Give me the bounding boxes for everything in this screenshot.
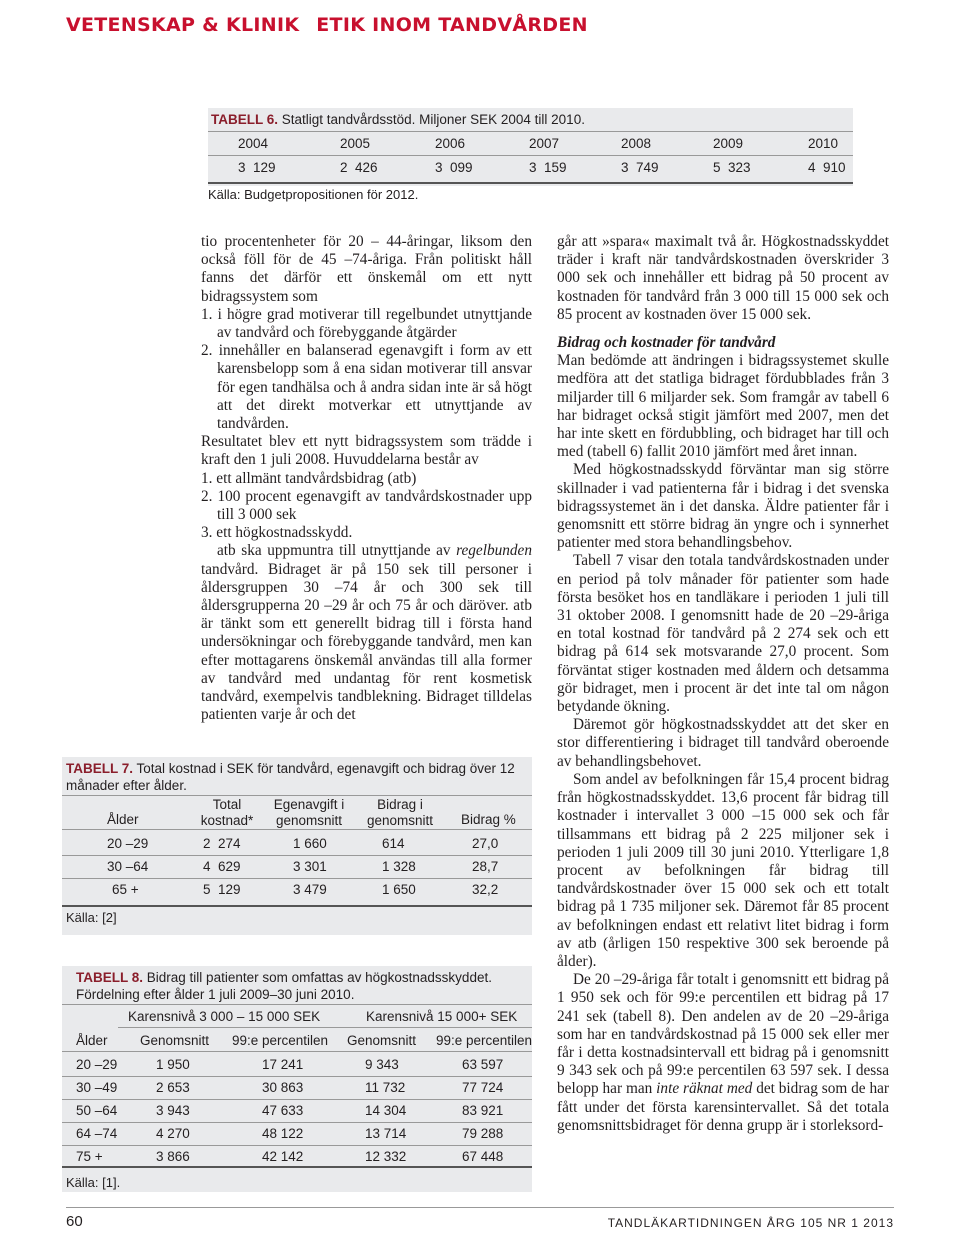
table8-cell: 77 724 — [462, 1080, 504, 1095]
table8-header-avg1: Genomsnitt — [140, 1033, 210, 1048]
table8-cell: 63 597 — [462, 1057, 504, 1072]
table6-value: 4 910 — [808, 160, 846, 175]
table7-cell: 5 129 — [203, 882, 241, 897]
row-divider — [62, 1076, 532, 1077]
subsection-title: ETIK INOM TANDVÅRDEN — [316, 14, 588, 36]
row-divider — [62, 855, 532, 856]
table8-source: Källa: [1]. — [66, 1175, 121, 1190]
list-item: 1. i högre grad motiverar till regelbundet utnyttjande av tandvård och förebyggande åtgärder — [201, 305, 532, 342]
table8-cell: 75 + — [76, 1149, 103, 1164]
row-divider — [62, 878, 532, 879]
table7-header-pct: Bidrag % — [461, 812, 516, 827]
table8-label: TABELL 8. — [76, 970, 144, 985]
divider — [208, 131, 853, 132]
table8-cell: 3 943 — [156, 1103, 190, 1118]
table8-cell: 64 –74 — [76, 1126, 118, 1141]
table7-cell: 32,2 — [472, 882, 499, 897]
right-column — [557, 233, 889, 1135]
table6-source: Källa: Budgetpropositionen för 2012. — [208, 187, 419, 202]
table7-header-age: Ålder — [107, 812, 139, 827]
table6-label: TABELL 6. — [211, 112, 279, 127]
table8-caption — [76, 969, 526, 1003]
table8-header-avg2: Genomsnitt — [347, 1033, 417, 1048]
table8-cell: 50 –64 — [76, 1103, 118, 1118]
table7-cell: 27,0 — [472, 836, 499, 851]
table7-cell: 65 + — [112, 882, 139, 897]
table6-caption-text: Statligt tandvårdsstöd. Miljoner SEK 2004 till 2010. — [281, 112, 585, 127]
divider — [62, 1004, 532, 1005]
table8-cell: 42 142 — [262, 1149, 304, 1164]
list-item: 1. ett allmänt tandvårdsbidrag (atb) — [201, 469, 417, 487]
paragraph: går att »spara« maximalt två år. Högkostnadsskyddet träder i kraft när tandvårdskostnaden överskrider 3 000 sek och innehåller ett bidrag på 50 procent av kostnaden för tandvård från 3 000 till 15 000 sek och 85 procent av kostnaden över 15 000 sek. — [557, 233, 889, 323]
table6-year: 2007 — [529, 136, 560, 151]
table6-value: 3 159 — [529, 160, 567, 175]
table7-cell: 4 629 — [203, 859, 241, 874]
divider — [208, 155, 853, 156]
paragraph: Tabell 7 visar den totala tandvårdskostnaden under en period på tolv månader för patienter som hade första besöket hos en tandläkare i perioden 1 juli till 31 oktober 2008. I genomsnitt hade de 20 –29-åriga en total kostnad för tandvård på 2 274 sek och ett bidrag på 614 sek motsvarande 27,0 procent. Som förväntat stiger kostnaden med åldern och detsamma gör bidraget, men i procent är det inte tal om någon betydande ökning. — [557, 552, 889, 716]
table8-group2-header: Karensnivå 15 000+ SEK — [366, 1009, 518, 1024]
list-item: 2. 100 procent egenavgift av tandvårdskostnader upp till 3 000 sek — [201, 487, 532, 524]
divider — [62, 795, 532, 796]
table6-year: 2008 — [621, 136, 652, 151]
table8-header-age: Ålder — [76, 1033, 108, 1048]
table8-cell: 1 950 — [156, 1057, 190, 1072]
divider — [62, 1166, 532, 1168]
table8-cell: 4 270 — [156, 1126, 190, 1141]
table6-value: 3 129 — [238, 160, 276, 175]
table7-cell: 20 –29 — [107, 836, 149, 851]
row-divider — [62, 1145, 532, 1146]
table7-cell: 1 660 — [293, 836, 327, 851]
list-item: 2. innehåller en balanserad egenavgift i form av ett karensbelopp som å ena sidan motiverar till ansvar för egen tandhälsa och å andra sidan inte är så högt att det direkt motverkar ett utnyttjande av tandvården. — [201, 342, 532, 433]
paragraph: De 20 –29-åriga får totalt i genomsnitt ett bidrag på 1 950 sek och för 99:e percentilen ett bidrag på 17 241 sek (tabell 8). Den andelen av de 20 –29-åriga som har en tandvårdskostnad på 15 000 sek eller mer får i detta kostnadsintervall ett bidrag på i genomsnitt 9 343 sek och på 99:e percentilen 63 597 sek. I dessa belopp har man inte räknat med det bidrag som de har fått under det första karensintervallet. Så det totala genomsnittsbidraget för denna grupp är i storleksord- — [557, 971, 889, 1134]
table7-caption — [66, 760, 528, 794]
table6-value: 2 426 — [340, 160, 378, 175]
table7-cell: 1 650 — [382, 882, 416, 897]
table8-cell: 17 241 — [262, 1057, 304, 1072]
divider — [208, 182, 853, 184]
table8-cell: 30 863 — [262, 1080, 304, 1095]
page-number: 60 — [66, 1213, 83, 1230]
row-divider — [62, 1122, 532, 1123]
table7-source: Källa: [2] — [66, 910, 117, 925]
table8-cell: 20 –29 — [76, 1057, 118, 1072]
table8-cell: 12 332 — [365, 1149, 407, 1164]
table8-cell: 3 866 — [156, 1149, 190, 1164]
table8-cell: 9 343 — [365, 1057, 399, 1072]
table8-cell: 2 653 — [156, 1080, 190, 1095]
table7-cell: 3 479 — [293, 882, 327, 897]
table7-cell: 1 328 — [382, 859, 416, 874]
table7-cell: 3 301 — [293, 859, 327, 874]
table6-caption — [211, 111, 851, 128]
table7-caption-text: Total kostnad i SEK för tandvård, egenavgift och bidrag över 12 månader efter ålder. — [66, 761, 515, 793]
table8-cell: 13 714 — [365, 1126, 407, 1141]
table8-group1-header: Karensnivå 3 000 – 15 000 SEK — [128, 1009, 321, 1024]
paragraph: Med högkostnadsskydd förväntar man sig större skillnader i vad patienterna får i bidrag i det svenska bidragssystemet än i det danska. Äldre patienter får i genomsnitt ett större bidrag än yngre och i synnerhet patienter med stora behandlingsbehov. — [557, 461, 889, 552]
table8-header-p99-2: 99:e percentilen — [436, 1033, 533, 1048]
table6-value: 3 099 — [435, 160, 473, 175]
table6-year: 2009 — [713, 136, 744, 151]
list-item: 3. ett högkostnadsskydd. — [201, 524, 353, 542]
table8-cell: 83 921 — [462, 1103, 504, 1118]
paragraph: tio procentenheter för 20 – 44-åringar, liksom den också föll för de 45 –74-åriga. Från politiskt håll fanns det därför ett önskemål om ett nytt bidragssystem som — [201, 233, 532, 305]
table7-label: TABELL 7. — [66, 761, 134, 776]
section-title: VETENSKAP & KLINIK — [66, 14, 300, 36]
table7-cell: 2 274 — [203, 836, 241, 851]
table8-caption-text: Bidrag till patienter som omfattas av högkostnadsskyddet. Fördelning efter ålder 1 juli 2009–30 juni 2010. — [76, 970, 492, 1002]
table8-cell: 67 448 — [462, 1149, 504, 1164]
magazine-name: TANDLÄKARTIDNINGEN ÅRG 105 NR 1 2013 — [607, 1216, 894, 1230]
table7-header-total: Total kostnad* — [200, 797, 254, 828]
table7-header-grant: Bidrag i genomsnitt — [366, 797, 434, 828]
table6-year: 2010 — [808, 136, 839, 151]
section-heading: Bidrag och kostnader för tandvård — [557, 334, 776, 352]
paragraph: Resultatet blev ett nytt bidragssystem som trädde i kraft den 1 juli 2008. Huvuddelarna består av — [201, 433, 532, 469]
table7-cell: 30 –64 — [107, 859, 149, 874]
row-divider — [62, 829, 532, 830]
row-divider — [62, 1051, 532, 1052]
table8-cell: 79 288 — [462, 1126, 504, 1141]
paragraph: Man bedömde att ändringen i bidragssystemet skulle medföra att det statliga bidraget fördubblades från 3 miljarder till 6 miljarder sek. Som framgår av tabell 6 har bidraget också stigit jämfört med 2007, men det har inte skett en fördubbling, och bidraget har till och med (tabell 6) fallit 2010 jämfört med året innan. — [557, 352, 889, 461]
table8-cell: 11 732 — [365, 1080, 406, 1095]
table6-year: 2005 — [340, 136, 371, 151]
paragraph: Som andel av befolkningen får 15,4 procent bidrag från högkostnadsskyddet. 13,6 procent får bidrag till kostnader i intervallet 3 000 –15 000 sek och får tillsammans ett bidrag på 2 225 miljoner sek i perioden 1 juli 2009 till 30 juni 2010. Ytterligare 1,8 procent av befolkningen får bidrag till tandvårdskostnader över 15 000 sek och ett totalt bidrag på 1 735 miljoner sek. Däremot får 85 procent av befolkningen endast ett relativt litet bidrag i form av atb (årligen 150 respektive 300 sek beroende på ålder). — [557, 770, 889, 970]
section-header — [66, 14, 588, 36]
table7-cell: 28,7 — [472, 859, 499, 874]
table6-year: 2006 — [435, 136, 466, 151]
table8-cell: 47 633 — [262, 1103, 304, 1118]
table8-cell: 48 122 — [262, 1126, 304, 1141]
middle-column — [201, 233, 532, 724]
table6-year: 2004 — [238, 136, 269, 151]
table8-cell: 14 304 — [365, 1103, 407, 1118]
paragraph: atb ska uppmuntra till utnyttjande av regelbunden tandvård. Bidraget är på 150 sek till personer i åldersgruppen 30 –74 år och 300 sek till åldersgrupperna 20 –29 år och 75 år och däröver. atb är tänkt som ett generellt bidrag till i första hand undersökningar och förebyggande tandvård, men kan efter mottagarens önskemål användas till alla former av tandvård med undantag för rent kosmetisk tandvård, exempelvis tandblekning. Bidraget tilldelas patienten varje år och det — [201, 542, 532, 724]
row-divider — [62, 1099, 532, 1100]
table7-header-fee: Egenavgift i genomsnitt — [273, 797, 345, 828]
divider — [118, 1027, 532, 1028]
table7-cell: 614 — [382, 836, 405, 851]
divider — [62, 905, 532, 907]
footer-divider — [66, 1207, 894, 1208]
table6-value: 3 749 — [621, 160, 659, 175]
table8-header-p99-1: 99:e percentilen — [232, 1033, 329, 1048]
table8-cell: 30 –49 — [76, 1080, 118, 1095]
paragraph: Däremot gör högkostnadsskyddet att det sker en stor differentiering i bidraget till tandvård oberoende av behandlingsbehovet. — [557, 716, 889, 770]
table6-value: 5 323 — [713, 160, 751, 175]
